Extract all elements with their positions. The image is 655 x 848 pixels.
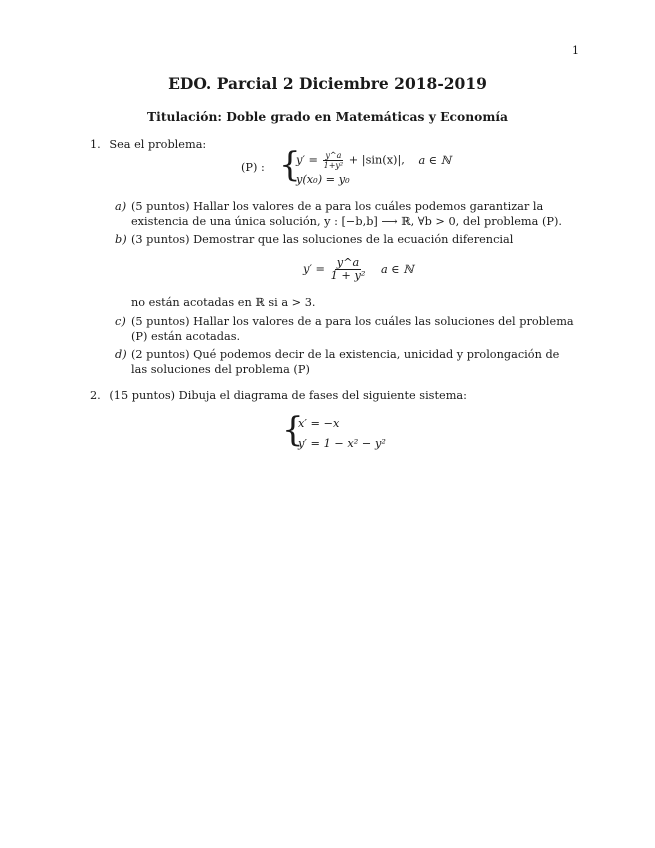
b-eq-cond: a ∈ ℕ: [380, 262, 414, 276]
b-eq-den: 1 + y²: [330, 269, 366, 282]
page-title: EDO. Parcial 2 Diciembre 2018-2019: [168, 74, 487, 93]
item-a-text: (5 puntos) Hallar los valores de a para los cuáles podemos garantizar la existencia de una única solución, y : [−b,b] ⟶ ℝ, ∀b > 0, del problema (P).: [131, 200, 562, 228]
eq1-rest: + |sin(x)|,: [348, 153, 405, 167]
problem-2-text: (15 puntos) Dibuja el diagrama de fases del siguiente sistema:: [109, 389, 467, 402]
system-eq1: [296, 151, 451, 170]
eq1-fraction: [322, 151, 346, 170]
eq1-lhs: y′ =: [296, 153, 319, 167]
item-c-label: c): [115, 315, 126, 328]
problem-1-intro: [90, 137, 206, 152]
item-c-text: (5 puntos) Hallar los valores de a para los cuáles las soluciones del problema (P) están acotadas.: [131, 315, 574, 343]
item-d-label: d): [115, 348, 127, 361]
eq1-cond: a ∈ ℕ: [418, 153, 452, 167]
item-b-text: (3 puntos) Demostrar que las soluciones de la ecuación diferencial: [131, 233, 514, 246]
system2-eq2: y′ = 1 − x² − y²: [298, 437, 386, 450]
b-eq-lhs: y′ =: [303, 262, 326, 276]
eq1-num: y^a: [325, 151, 342, 160]
eq1-den: 1+y²: [323, 161, 344, 170]
system2-brace: {: [282, 410, 304, 450]
page-subtitle: Titulación: Doble grado en Matemáticas y Economía: [147, 109, 508, 124]
problem-2-number: 2.: [90, 389, 101, 402]
page-number: 1: [572, 44, 579, 57]
system2-eq1: x′ = −x: [298, 417, 340, 430]
b-eq-num: y^a: [336, 256, 360, 269]
system-brace: {: [279, 145, 301, 185]
problem-1-number: 1.: [90, 138, 101, 151]
problem-1-intro-text: Sea el problema:: [109, 138, 207, 151]
item-a-label: a): [115, 200, 127, 213]
problem-2-intro: [90, 388, 467, 403]
system-eq2: y(x₀) = y₀: [296, 173, 350, 186]
system-label: (P) :: [241, 161, 265, 174]
item-b-label: b): [115, 233, 127, 246]
item-b-text2: no están acotadas en ℝ si a > 3.: [131, 296, 316, 309]
item-d-text: (2 puntos) Qué podemos decir de la existencia, unicidad y prolongación de las soluciones del problema (P): [131, 348, 560, 376]
item-b-equation: [303, 257, 414, 282]
b-eq-fraction: [329, 257, 368, 282]
